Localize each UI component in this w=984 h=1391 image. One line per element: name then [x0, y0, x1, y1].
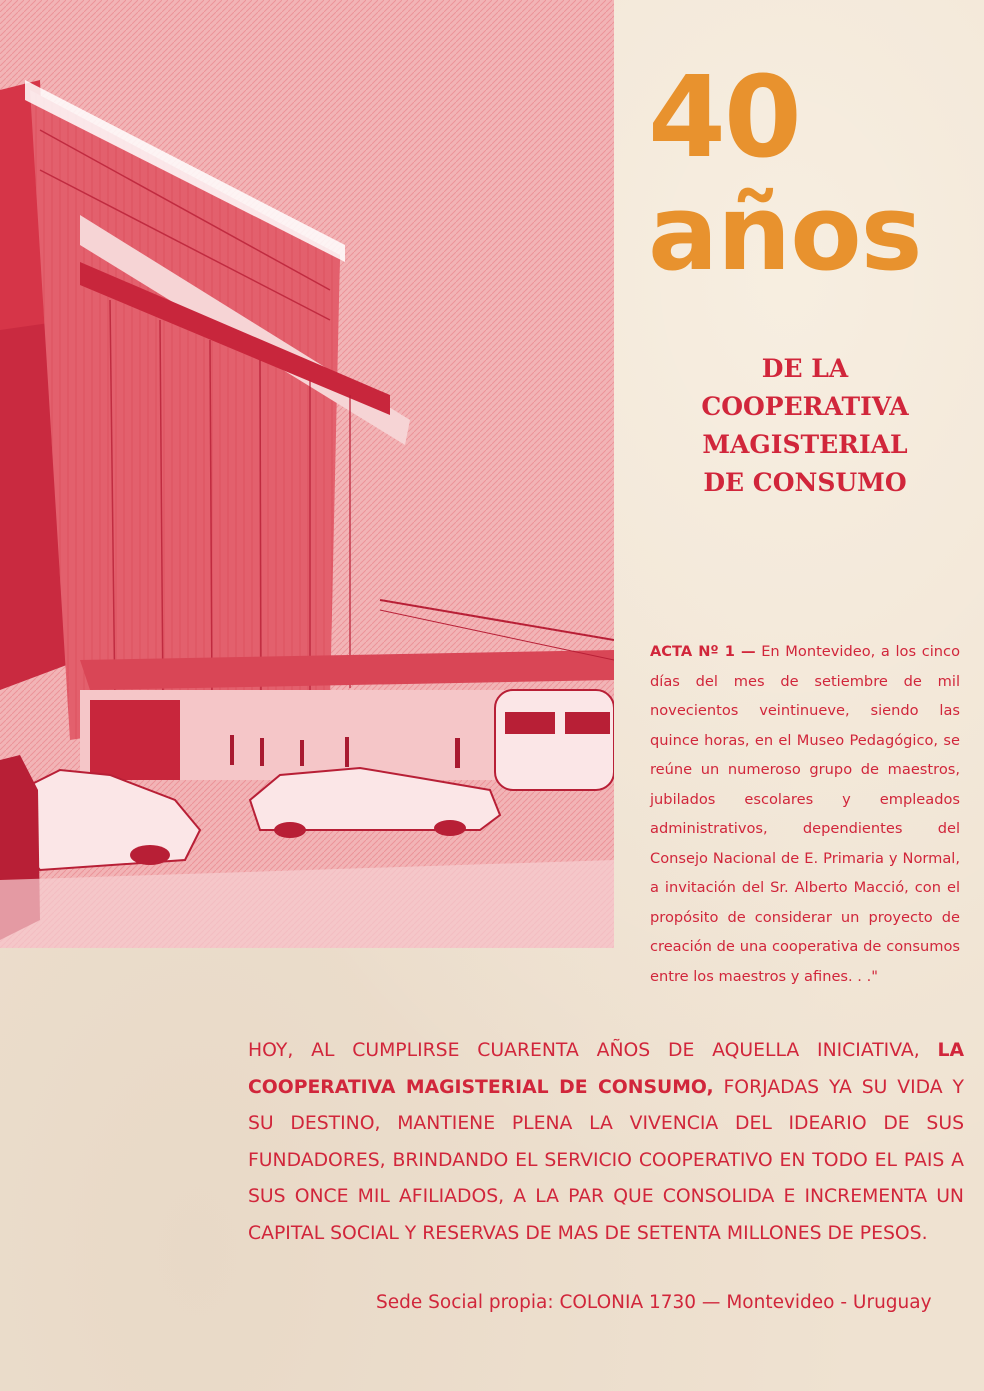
acta-paragraph — [650, 637, 960, 991]
heading-line: DE CONSUMO — [703, 468, 907, 497]
building-illustration — [0, 0, 614, 948]
cooperative-heading — [680, 350, 930, 502]
acta-text: En Montevideo, a los cinco días del mes de setiembre de mil novecientos veintinueve, siendo las quince horas, en el Museo Pedagógico, se reúne un numeroso grupo de maestros, jubilados escolares y empleados administrativos, dependientes del Consejo Nacional de E. Primaria y Normal, a invitación del Sr. Alberto Macció, con el propósito de considerar un proyecto de creación de una cooperativa de consumos entre los maestros y afines. . ." — [650, 643, 961, 985]
statement-rest: FORJADAS YA SU VIDA Y SU DESTINO, MANTIENE PLENA LA VIVENCIA DEL IDEARIO DE SUS FUNDADORES, BRINDANDO EL SERVICIO COOPERATIVO EN TODO EL PAIS A SUS ONCE MIL AFILIADOS, A LA PAR QUE CONSOLIDA E INCREMENTA UN CAPITAL SOCIAL Y RESERVAS DE MAS DE SETENTA MILLONES DE PESOS. — [248, 1076, 965, 1244]
statement-cooperative-name: LA COOPERATIVA MAGISTERIAL DE CONSUMO, — [248, 1040, 964, 1098]
statement-paragraph — [248, 1033, 964, 1253]
heading-line: COOPERATIVA — [701, 392, 909, 421]
statement-intro: HOY, AL CUMPLIRSE CUARENTA AÑOS DE AQUELLA INICIATIVA, — [248, 1040, 938, 1061]
anniversary-word: años — [648, 172, 922, 294]
headquarters-address: Sede Social propia: COLONIA 1730 — Montevideo - Uruguay — [376, 1292, 932, 1313]
heading-line: DE LA — [761, 354, 849, 383]
acta-label: ACTA Nº 1 — — [650, 643, 756, 660]
heading-line: MAGISTERIAL — [702, 430, 908, 459]
anniversary-number: 40 — [648, 53, 800, 183]
